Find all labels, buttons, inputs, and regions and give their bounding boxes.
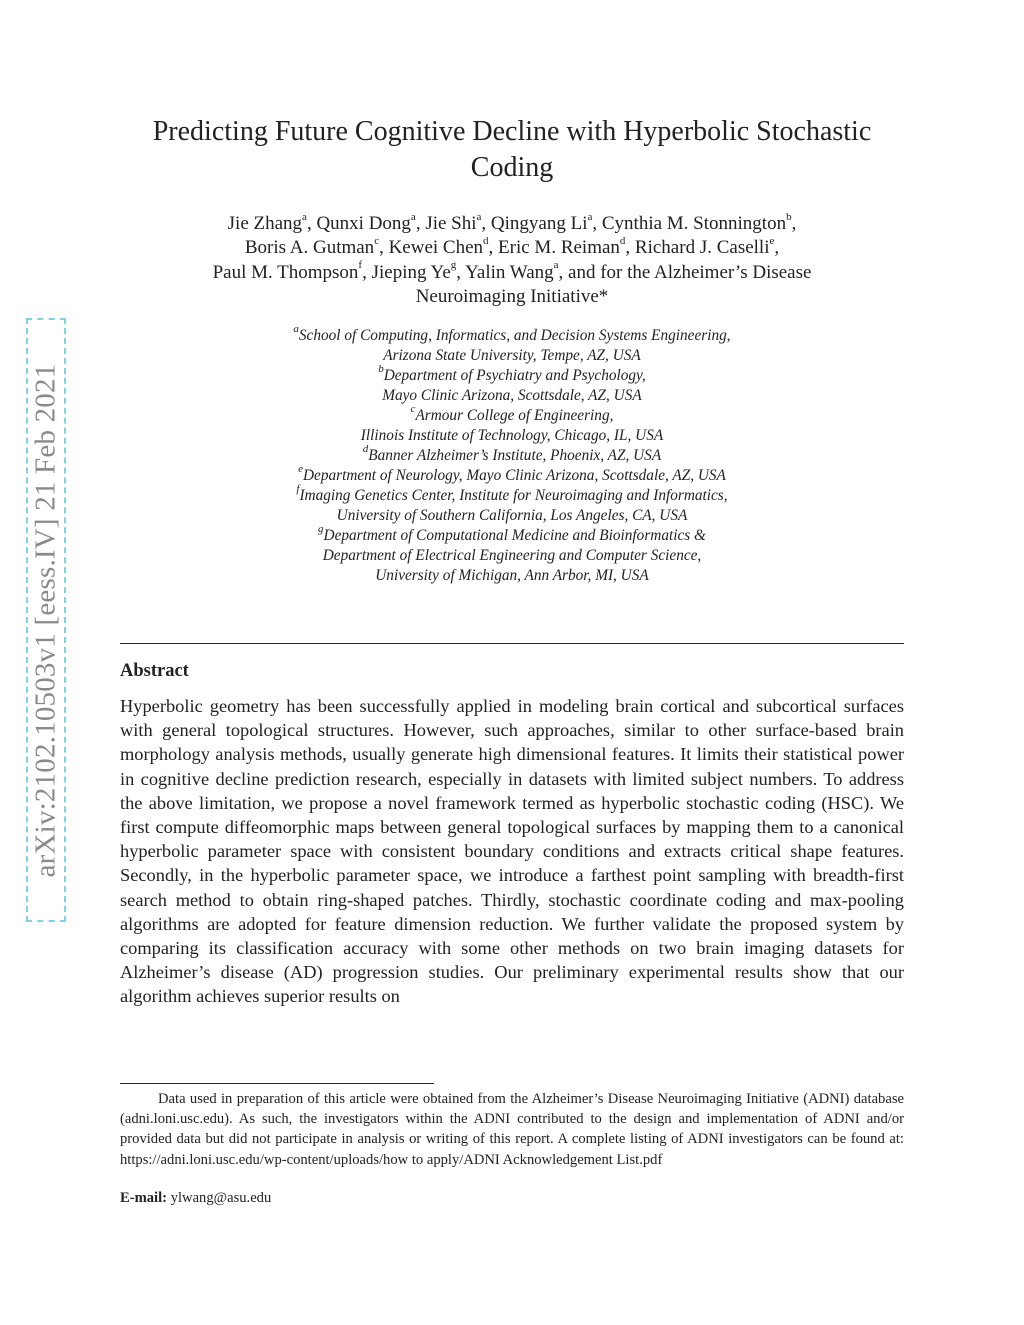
footnote-rule xyxy=(120,1083,434,1084)
author-sup: a xyxy=(553,259,559,272)
affiliation-f: $^f$Imaging Genetics Center, Institute for Neuroimaging and Informatics, xyxy=(296,482,728,504)
author-list xyxy=(120,212,904,309)
author-name: Jieping Ye xyxy=(371,261,451,283)
email-address: ylwang@asu.edu xyxy=(170,1190,272,1206)
author-name: Qingyang Li xyxy=(490,213,588,234)
author-sup: f xyxy=(358,259,363,272)
affiliation-e: $^e$Department of Neurology, Mayo Clinic Arizona, Scottsdale, AZ, USA xyxy=(298,462,726,484)
author-name: Qunxi Dong xyxy=(316,213,411,234)
affiliation-g-cont: Department of Electrical Engineering and Computer Science, xyxy=(322,547,702,564)
affiliation-f-cont: University of Southern California, Los Angeles, CA, USA xyxy=(336,507,688,524)
arxiv-side-stamp xyxy=(26,318,66,922)
title-line-2: Coding xyxy=(470,152,554,183)
affiliation-b-cont: Mayo Clinic Arizona, Scottsdale, AZ, USA xyxy=(382,387,642,404)
author-line-4 xyxy=(120,285,904,309)
affiliation-list xyxy=(120,322,904,586)
affiliation-b: $^b$Department of Psychiatry and Psychology, xyxy=(378,362,646,384)
author-line-2: Boris A. Gutman$^c$, Kewei Chen$^d$, Eric M. Reiman$^d$, Richard J. Caselli$^e$, xyxy=(244,234,780,259)
abstract-top-rule xyxy=(120,643,904,644)
author-name: Boris A. Gutman xyxy=(244,237,375,259)
affiliation-d: $^d$Banner Alzheimer’s Institute, Phoenix, AZ, USA xyxy=(362,442,662,464)
author-sup: d xyxy=(483,234,489,247)
affiliation-a-cont: Arizona State University, Tempe, AZ, USA xyxy=(383,347,641,364)
author-sup: a xyxy=(302,210,307,223)
author-name: Kewei Chen xyxy=(388,237,484,259)
author-sup: a xyxy=(410,210,416,223)
author-name: Richard J. Caselli xyxy=(634,237,770,259)
affiliation-c: $^c$Armour College of Engineering, xyxy=(410,402,614,424)
affiliation-g-cont-2: University of Michigan, Ann Arbor, MI, USA xyxy=(375,567,649,584)
author-sup: c xyxy=(374,234,380,247)
footnote-text: Data used in preparation of this article were obtained from the Alzheimer’s Disease Neuroimaging Initiative (ADNI) database (adni.loni.usc.edu). As such, the investigators within the ADNI contributed to the design and implementation of ADNI and/or provided data but did not participate in analysis or writing of this report. A complete listing of ADNI investigators can be found at: https://adni.loni.usc.edu/wp-content/uploads/how to apply/ADNI Acknowledgement List.pdf xyxy=(120,1091,904,1168)
affiliation-a: $^a$School of Computing, Informatics, and Decision Systems Engineering, xyxy=(293,322,731,344)
paper-title xyxy=(120,114,904,186)
affiliation-c-cont: Illinois Institute of Technology, Chicago, IL, USA xyxy=(360,427,664,444)
author-sup: a xyxy=(587,210,593,223)
author-sup: a xyxy=(476,210,482,223)
arxiv-identifier: arXiv:2102.10503v1 [eess.IV] 21 Feb 2021 xyxy=(29,363,62,877)
email-label: E-mail: xyxy=(120,1190,168,1206)
author-name: Neuroimaging Initiative* xyxy=(415,285,609,307)
author-line-1: Jie Zhang$^a$, Qunxi Dong$^a$, Jie Shi$^a$, Qingyang Li$^a$, Cynthia M. Stonnington$^b$, xyxy=(227,210,797,234)
author-name: Paul M. Thompson xyxy=(212,261,359,283)
abstract-text: Hyperbolic geometry has been successfully applied in modeling brain cortical and subcortical surfaces with general topological structures. However, such approaches, similar to other surface-based brain morphology analysis methods, usually generate high dimensional features. It limits their statistical power in cognitive decline prediction research, especially in datasets with limited subject numbers. To address the above limitation, we propose a novel framework termed as hyperbolic stochastic coding (HSC). We first compute diffeomorphic maps between general topological surfaces by mapping them to a canonical hyperbolic parameter space with consistent boundary conditions and extracts critical shape features. Secondly, in the hyperbolic parameter space, we introduce a farthest point sampling with breadth-first search method to obtain ring-shaped patches. Thirdly, stochastic coordinate coding and max-pooling algorithms are adopted for feature dimension reduction. We further validate the proposed system by comparing its classification accuracy with some other methods on two brain imaging datasets for Alzheimer’s disease (AD) progression studies. Our preliminary experimental results show that our algorithm achieves superior results on xyxy=(120,696,904,1007)
author-sup: e xyxy=(769,234,775,247)
abstract-heading: Abstract xyxy=(120,661,189,681)
author-sup: b xyxy=(786,210,792,223)
author-line-3: Paul M. Thompson$^f$, Jieping Ye$^g$, Yalin Wang$^a$, and for the Alzheimer’s Disease xyxy=(212,259,812,283)
author-sup: d xyxy=(619,234,626,247)
affiliation-g: $^g$Department of Computational Medicine and Bioinformatics & xyxy=(318,522,706,544)
author-name: Jie Zhang xyxy=(227,213,303,234)
author-name: Yalin Wang xyxy=(465,261,554,283)
author-name: Jie Shi xyxy=(425,213,477,234)
author-name: Eric M. Reiman xyxy=(498,237,620,259)
title-line-1: Predicting Future Cognitive Decline with Hyperbolic Stochastic xyxy=(152,116,872,147)
email-line xyxy=(120,1190,271,1207)
author-sup: g xyxy=(450,259,457,272)
author-name: Cynthia M. Stonnington xyxy=(601,213,787,234)
